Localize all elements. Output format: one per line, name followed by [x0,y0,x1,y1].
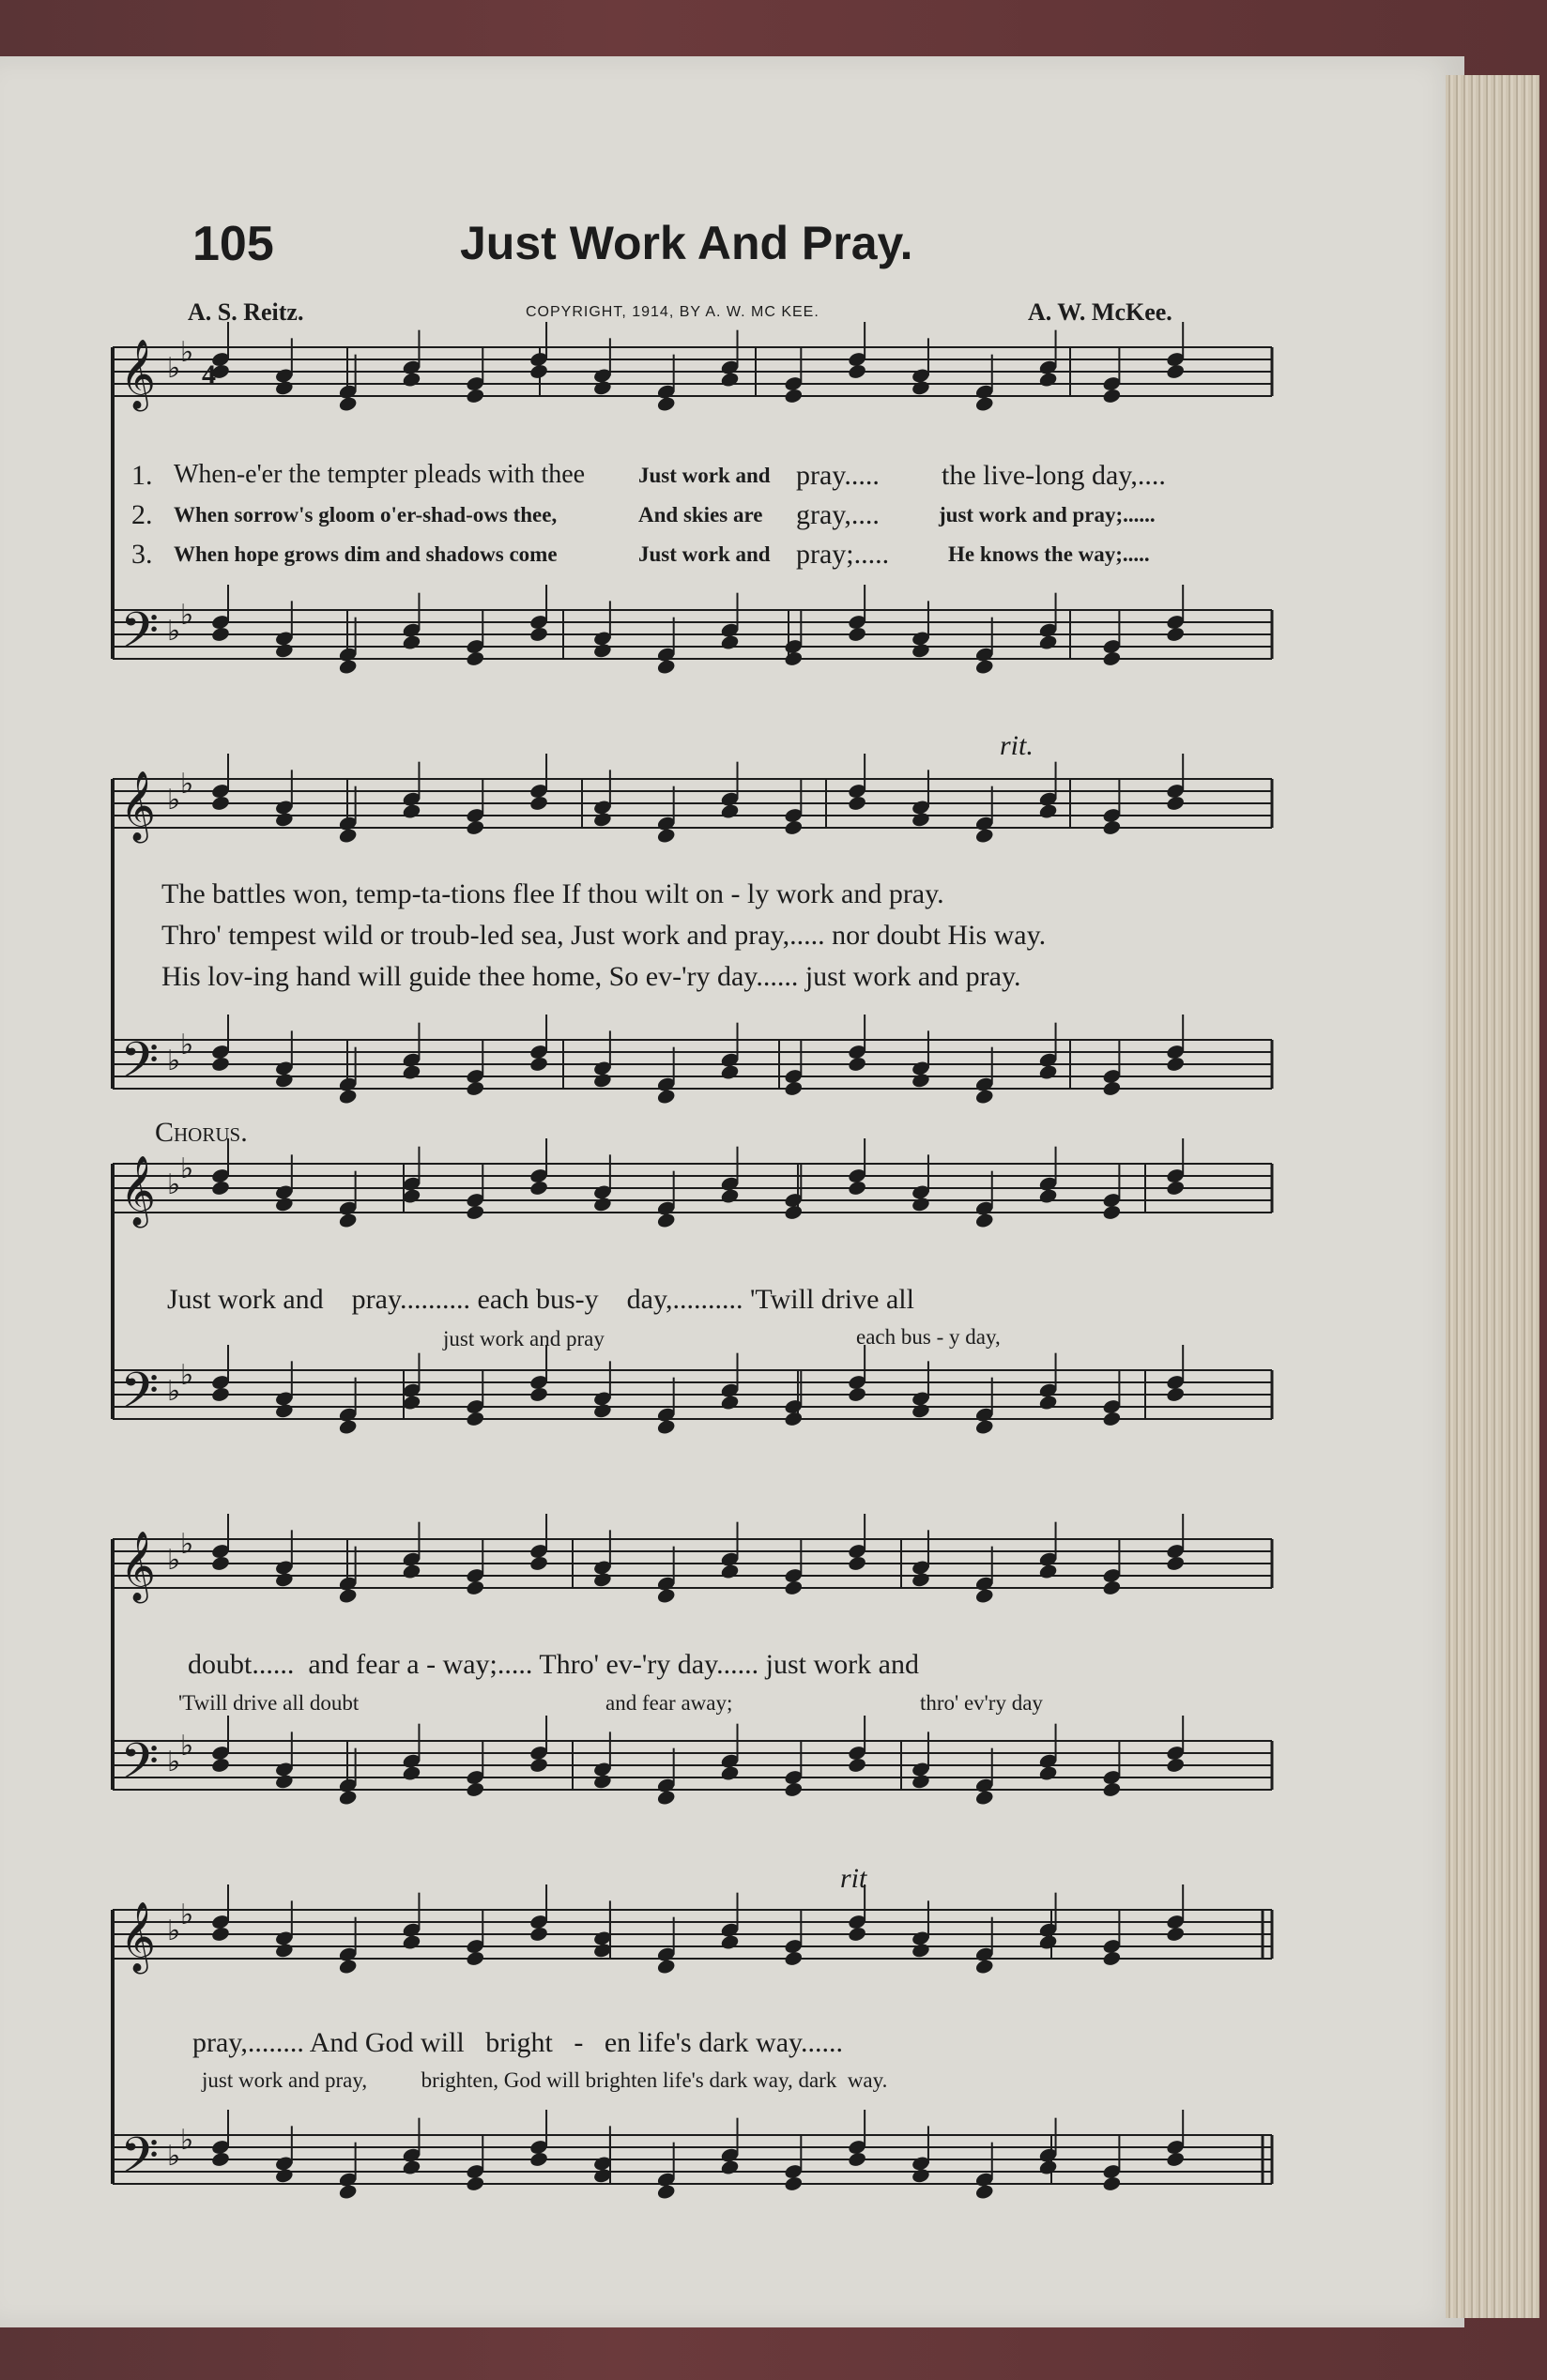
note-head [528,1180,548,1197]
note-head [338,827,358,844]
note-head [1102,1411,1122,1427]
note-head [784,650,804,667]
composer-credit: A. W. McKee. [1028,298,1172,326]
flat-icon: ♭ [167,1747,181,1777]
flat-icon: ♭ [167,785,181,816]
note-head [592,1402,612,1419]
note-head [1166,1757,1186,1774]
note-head [974,1418,994,1435]
copyright-notice: COPYRIGHT, 1914, BY A. W. MC KEE. [526,304,819,320]
note-head [784,819,804,836]
treble-clef-icon: 𝄞 [120,1902,156,1972]
note-head [274,1196,294,1213]
flat-icon: ♭ [167,353,181,384]
note-head [466,1950,485,1967]
chorus-line-3-under: just work and pray, brighten, God will brighten life's dark way, dark way. [202,2068,888,2092]
note-head [911,1196,930,1213]
note-head [720,633,740,650]
flat-icon: ♭ [167,1545,181,1576]
flat-icon: ♭ [180,600,194,631]
note-head [1166,1555,1186,1572]
note-head [656,1789,676,1806]
note-head [784,1080,804,1097]
note-head [974,1958,994,1975]
note-head [974,658,994,675]
bass-clef-icon: 𝄢 [120,603,160,672]
note-head [466,1080,485,1097]
note-head [784,1579,804,1596]
note-head [210,1555,230,1572]
note-head [402,1764,421,1781]
note-head [338,1789,358,1806]
note-head [720,1933,740,1950]
verse-2-line-a: When sorrow's gloom o'er-shad-ows thee, [174,503,558,526]
flat-icon: ♭ [167,1169,181,1200]
note-head [528,626,548,643]
note-head [784,1781,804,1798]
note-head [466,1781,485,1798]
note-head [338,1088,358,1105]
note-head [210,1386,230,1403]
hymn-title: Just Work And Pray. [460,217,913,269]
bass-clef-icon: 𝄢 [120,1733,160,1803]
note-head [210,1926,230,1943]
note-head [974,1088,994,1105]
note-head [274,1942,294,1959]
note-head [911,1942,930,1959]
note-head [847,1555,866,1572]
note-head [847,363,866,380]
note-head [528,1386,548,1403]
rit-marking-1: rit. [1000,730,1034,761]
chorus-line-1-under-a: just work and pray [443,1327,605,1350]
note-head [656,1587,676,1604]
chorus-line-3: pray,........ And God will bright - en life's dark way...... [192,2027,844,2058]
note-head [592,811,612,828]
note-head [592,1072,612,1089]
note-head [274,379,294,396]
note-head [1038,633,1058,650]
note-head [1166,1056,1186,1073]
note-head [274,1773,294,1790]
note-head [402,2159,421,2175]
note-head [1102,819,1122,836]
note-head [592,1773,612,1790]
note-head [466,650,485,667]
note-head [592,1196,612,1213]
note-head [592,642,612,659]
system2-verse-1: The battles won, temp-ta-tions flee If thou wilt on - ly work and pray. [161,878,944,909]
note-head [1102,1781,1122,1798]
note-head [274,811,294,828]
note-head [784,2175,804,2192]
note-head [528,1555,548,1572]
flat-icon: ♭ [180,1030,194,1060]
verse-3-line-c: pray;..... [796,539,890,570]
chorus-line-2-under-c: thro' ev'ry day [920,1691,1043,1715]
verse-2-line-d: just work and pray;...... [939,503,1156,526]
author-credit: A. S. Reitz. [188,298,304,326]
note-head [1038,1933,1058,1950]
note-head [1038,1063,1058,1080]
flat-icon: ♭ [180,337,194,368]
note-head [1166,363,1186,380]
note-head [1038,2159,1058,2175]
note-head [402,802,421,819]
note-head [1102,650,1122,667]
note-head [656,1212,676,1228]
bass-clef-icon: 𝄢 [120,1363,160,1432]
note-head [911,1773,930,1790]
note-head [274,1571,294,1588]
verse-1-number: 1. [131,460,153,491]
note-head [847,626,866,643]
verse-1-line-c: pray..... [796,460,880,491]
note-head [911,1072,930,1089]
note-head [402,1933,421,1950]
note-head [592,1571,612,1588]
note-head [210,1757,230,1774]
note-head [1102,388,1122,404]
treble-clef-icon: 𝄞 [120,1532,156,1601]
treble-clef-icon: 𝄞 [120,340,156,409]
chorus-line-1-under-b: each bus - y day, [856,1325,1001,1349]
note-head [974,2183,994,2200]
note-head [847,1056,866,1073]
note-head [1038,802,1058,819]
note-head [466,1204,485,1221]
flat-icon: ♭ [167,616,181,647]
rit-marking-2: rit [840,1863,867,1894]
note-head [974,827,994,844]
flat-icon: ♭ [180,1529,194,1560]
note-head [720,1764,740,1781]
time-signature: 4 [202,359,216,390]
note-head [1038,1764,1058,1781]
note-head [1166,795,1186,812]
note-head [1038,1394,1058,1411]
note-head [338,1212,358,1228]
note-head [528,1757,548,1774]
note-head [911,379,930,396]
note-head [402,1563,421,1579]
note-head [784,1204,804,1221]
flat-icon: ♭ [180,1153,194,1184]
note-head [911,1571,930,1588]
note-head [847,2151,866,2168]
note-head [720,2159,740,2175]
note-head [274,1402,294,1419]
chorus-line-2-under-a: 'Twill drive all doubt [178,1691,360,1715]
chorus-label: Chorus. [155,1117,248,1148]
chorus-line-1: Just work and pray.......... each bus-y day,.......... 'Twill drive all [167,1284,914,1315]
note-head [911,2167,930,2184]
note-head [338,658,358,675]
note-head [338,1958,358,1975]
note-head [656,658,676,675]
note-head [528,363,548,380]
system2-verse-3: His lov-ing hand will guide thee home, So ev-'ry day...... just work and pray. [161,961,1021,992]
flat-icon: ♭ [180,1899,194,1930]
note-head [210,1056,230,1073]
note-head [974,1789,994,1806]
note-head [656,1418,676,1435]
note-head [720,1187,740,1204]
note-head [974,1212,994,1228]
note-head [656,1088,676,1105]
note-head [720,1394,740,1411]
note-head [1166,1386,1186,1403]
note-head [402,1063,421,1080]
note-head [274,1072,294,1089]
note-head [720,371,740,388]
verse-3-number: 3. [131,539,153,570]
note-head [1166,626,1186,643]
verse-1-line-d: the live-long day,.... [942,460,1166,491]
note-head [1102,1080,1122,1097]
note-head [1102,1579,1122,1596]
note-head [1038,1187,1058,1204]
note-head [528,795,548,812]
note-head [338,395,358,412]
note-head [911,642,930,659]
flat-icon: ♭ [167,1376,181,1407]
flat-icon: ♭ [180,2125,194,2156]
note-head [528,1056,548,1073]
note-head [466,388,485,404]
note-head [847,1180,866,1197]
chorus-line-2-under-b: and fear away; [605,1691,733,1715]
flat-icon: ♭ [167,2141,181,2172]
note-head [1166,2151,1186,2168]
note-head [720,1063,740,1080]
note-head [1102,1950,1122,1967]
note-head [720,1563,740,1579]
note-head [210,1180,230,1197]
note-head [466,819,485,836]
note-head [720,802,740,819]
note-head [656,395,676,412]
note-head [1166,1180,1186,1197]
note-head [338,1418,358,1435]
note-head [1102,2175,1122,2192]
verse-3-line-b: Just work and [638,542,771,566]
chorus-line-2: doubt...... and fear a - way;..... Thro' ev-'ry day...... just work and [188,1649,919,1680]
note-head [911,811,930,828]
hymn-number: 105 [192,217,274,271]
flat-icon: ♭ [180,769,194,800]
note-head [1166,1926,1186,1943]
note-head [656,1958,676,1975]
note-head [338,1587,358,1604]
note-head [847,1926,866,1943]
verse-2-number: 2. [131,499,153,530]
treble-clef-icon: 𝄞 [120,1156,156,1226]
flat-icon: ♭ [167,1045,181,1076]
note-head [1038,371,1058,388]
verse-2-line-b: And skies are [638,503,763,526]
treble-clef-icon: 𝄞 [120,771,156,841]
note-head [592,379,612,396]
verse-1-line-a: When-e'er the tempter pleads with thee [174,460,586,489]
note-head [528,1926,548,1943]
note-head [338,2183,358,2200]
note-head [974,395,994,412]
note-head [847,1386,866,1403]
bass-clef-icon: 𝄢 [120,1032,160,1102]
note-head [974,1587,994,1604]
system2-verse-2: Thro' tempest wild or troub-led sea, Just work and pray,..... nor doubt His way. [161,920,1047,951]
note-head [210,795,230,812]
note-head [402,371,421,388]
note-head [847,1757,866,1774]
note-head [847,795,866,812]
flat-icon: ♭ [180,1360,194,1391]
bass-clef-icon: 𝄢 [120,2128,160,2197]
note-head [274,642,294,659]
note-head [466,2175,485,2192]
note-head [1038,1563,1058,1579]
note-head [784,1411,804,1427]
note-head [784,388,804,404]
note-head [402,633,421,650]
note-head [466,1579,485,1596]
note-head [656,827,676,844]
note-head [210,2151,230,2168]
note-head [784,1950,804,1967]
verse-3-line-d: He knows the way;..... [948,542,1150,566]
note-head [528,2151,548,2168]
note-head [210,626,230,643]
note-head [656,2183,676,2200]
note-head [274,2167,294,2184]
flat-icon: ♭ [180,1731,194,1762]
verse-1-line-b: Just work and [638,464,771,487]
note-head [1102,1204,1122,1221]
flat-icon: ♭ [167,1915,181,1946]
note-head [911,1402,930,1419]
verse-3-line-a: When hope grows dim and shadows come [174,542,558,566]
note-head [466,1411,485,1427]
verse-2-line-c: gray,.... [796,499,880,530]
